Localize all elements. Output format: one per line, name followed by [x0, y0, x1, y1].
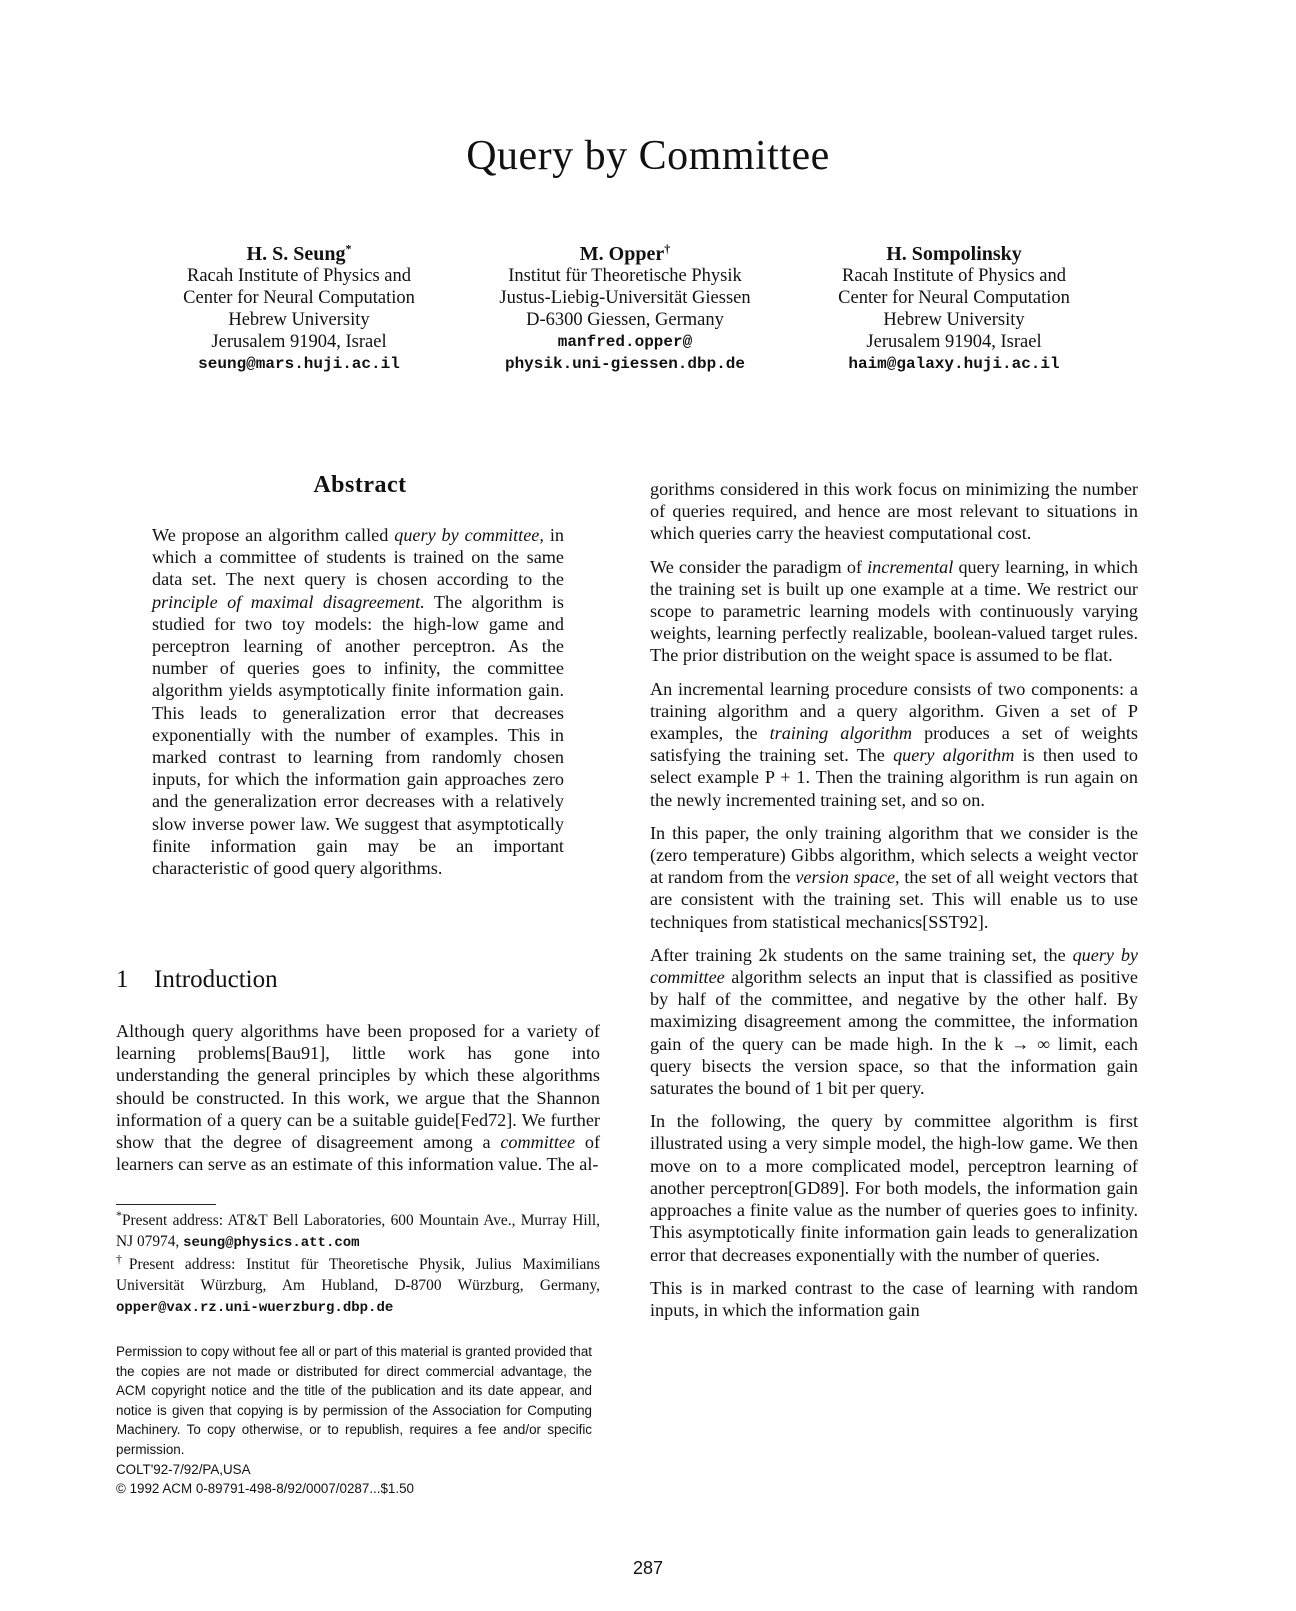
paper-title: Query by Committee — [466, 133, 830, 179]
section-title: Introduction — [154, 966, 278, 993]
page-number: 287 — [632, 1558, 664, 1578]
copyright-line: © 1992 ACM 0-89791-498-8/92/0007/0287...$1.50 — [116, 1481, 414, 1497]
paragraph: An incremental learning procedure consists of two components: a training algorithm and a query algorithm. Given a set of P examples, the training algorithm produces a set of weights satisfying the training set. The query algorithm is then used to select example P + 1. Then the training algorithm is run again on the newly incremented training set, and so on. — [650, 678, 1138, 810]
permission-text: Permission to copy without fee all or part of this material is granted provided that the copies are not made or distributed for direct commercial advantage, the ACM copyright notice and the title of the publication and its date appear, and notice is given that copying is by permission of the Association for Computing Machinery. To copy otherwise, or to republish, requires a fee and/or specific permission. — [116, 1344, 592, 1457]
footnote-mark: * — [345, 241, 352, 256]
author-affiliation: Hebrew University — [883, 310, 1025, 330]
footnote-email: opper@vax.rz.uni-wuerzburg.dbp.de — [116, 1300, 394, 1316]
author-name: M. Opper† — [579, 241, 671, 265]
author-block-3 — [796, 243, 1112, 375]
intro-left-column — [116, 1020, 600, 1175]
author-affiliation: D-6300 Giessen, Germany — [526, 310, 724, 330]
paragraph: We consider the paradigm of incremental query learning, in which the training set is built up one example at a time. We restrict our scope to parametric learning models with continuously varying weights, learning perfectly realizable, boolean-valued target rules. The prior distribution on the weight space is assumed to be flat. — [650, 556, 1139, 666]
author-affiliation: Hebrew University — [228, 310, 370, 330]
abstract-heading: Abstract — [313, 472, 407, 498]
section-heading — [116, 966, 278, 994]
footnote-rule — [116, 1204, 216, 1205]
footnote-1: *Present address: AT&T Bell Laboratories, 600 Mountain Ave., Murray Hill, NJ 07974, seung@physics.att.com — [116, 1207, 600, 1251]
emphasis: training algorithm — [769, 723, 913, 744]
footnote-email: seung@physics.att.com — [183, 1235, 360, 1251]
author-affiliation: Racah Institute of Physics and — [186, 266, 411, 286]
section-number: 1 — [116, 966, 129, 993]
emphasis: query by committee — [650, 944, 1139, 988]
paragraph: In the following, the query by committee algorithm is first illustrated using a very simple model, the high-low game. We then move on to a more complicated model, perceptron learning of another perceptron[GD89]. For both models, the information gain approaches a finite value as the number of queries goes to infinity. This asymptotically finite information gain leads to generalization error that decreases exponentially with the number of queries. — [650, 1111, 1138, 1265]
emphasis: query by committee, — [394, 525, 544, 545]
conference-line: COLT'92-7/92/PA,USA — [116, 1461, 251, 1477]
author-affiliation: Institut für Theoretische Physik — [508, 266, 742, 286]
intro-paragraph: Although query algorithms have been proposed for a variety of learning problems[Bau91], little work has gone into understanding the general principles by which these algorithms should be constructed. In this work, we argue that the Shannon information of a query can be a suitable guide[Fed72]. We further show that the degree of disagreement among a committee of learners can serve as an estimate of this information value. The al- — [116, 1021, 600, 1175]
abstract-body — [152, 524, 564, 879]
author-email: haim@galaxy.huji.ac.il — [848, 355, 1060, 373]
author-email: physik.uni-giessen.dbp.de — [504, 355, 746, 373]
author-affiliation: Racah Institute of Physics and — [841, 266, 1066, 286]
author-affiliation: Justus-Liebig-Universität Giessen — [499, 288, 751, 308]
paragraph: In this paper, the only training algorithm that we consider is the (zero temperature) Gibbs algorithm, which selects a weight vector at random from the version space, the set of all weight vectors that are consistent with the training set. This will enable us to use techniques from statistical mechanics[SST92]. — [650, 822, 1138, 932]
author-affiliation: Jerusalem 91904, Israel — [211, 332, 387, 352]
author-affiliation: Center for Neural Computation — [183, 288, 415, 308]
abstract-paragraph: We propose an algorithm called query by committee, in which a committee of students is trained on the same data set. The next query is chosen according to the principle of maximal disagreement. The algorithm is studied for two toy models: the high-low game and perceptron learning of another perceptron. As the number of queries goes to infinity, the committee algorithm yields asymptotically finite information gain. This leads to generalization error that decreases exponentially with the number of examples. This in marked contrast to learning from randomly chosen inputs, for which the information gain approaches zero and the generalization error decreases with a relatively slow inverse power law. We suggest that asymptotically finite information gain may be an important characteristic of good query algorithms. — [152, 525, 565, 879]
paragraph: gorithms considered in this work focus on minimizing the number of queries required, and hence are most relevant to situations in which queries carry the heaviest computational cost. — [650, 479, 1138, 544]
emphasis: query algorithm — [893, 745, 1015, 766]
author-block-1 — [138, 243, 460, 375]
footnote-mark: † — [664, 241, 671, 256]
paragraph: After training 2k students on the same training set, the query by committee algorithm selects an input that is classified as positive by half of the committee, and negative by the other half. By maximizing disagreement among the committee, the information gain of the query can be made high. In the k → ∞ limit, each query bisects the version space, so that the information gain saturates the bound of 1 bit per query. — [650, 944, 1139, 1099]
author-name: H. S. Seung* — [246, 241, 352, 265]
footnote-2: †Present address: Institut für Theoretische Physik, Julius Maximilians Universität Würzburg, Am Hubland, D-8700 Würzburg, Germany, opper@vax.rz.uni-wuerzburg.dbp.de — [116, 1251, 600, 1316]
emphasis: incremental — [867, 556, 954, 577]
paragraph: This is in marked contrast to the case of learning with random inputs, in which the information gain — [650, 1277, 1138, 1320]
author-email: manfred.opper@ — [557, 333, 693, 351]
footnotes — [116, 1207, 600, 1319]
right-column — [650, 478, 1138, 1321]
emphasis: committee — [500, 1132, 576, 1153]
author-affiliation: Jerusalem 91904, Israel — [866, 332, 1042, 352]
emphasis: version space, — [795, 867, 900, 888]
permission-notice — [116, 1342, 592, 1499]
author-affiliation: Center for Neural Computation — [838, 288, 1070, 308]
author-email: seung@mars.huji.ac.il — [198, 355, 400, 373]
emphasis: principle of maximal disagreement. — [152, 591, 425, 612]
author-name: H. Sompolinsky — [886, 243, 1022, 265]
author-block-2 — [466, 243, 784, 375]
